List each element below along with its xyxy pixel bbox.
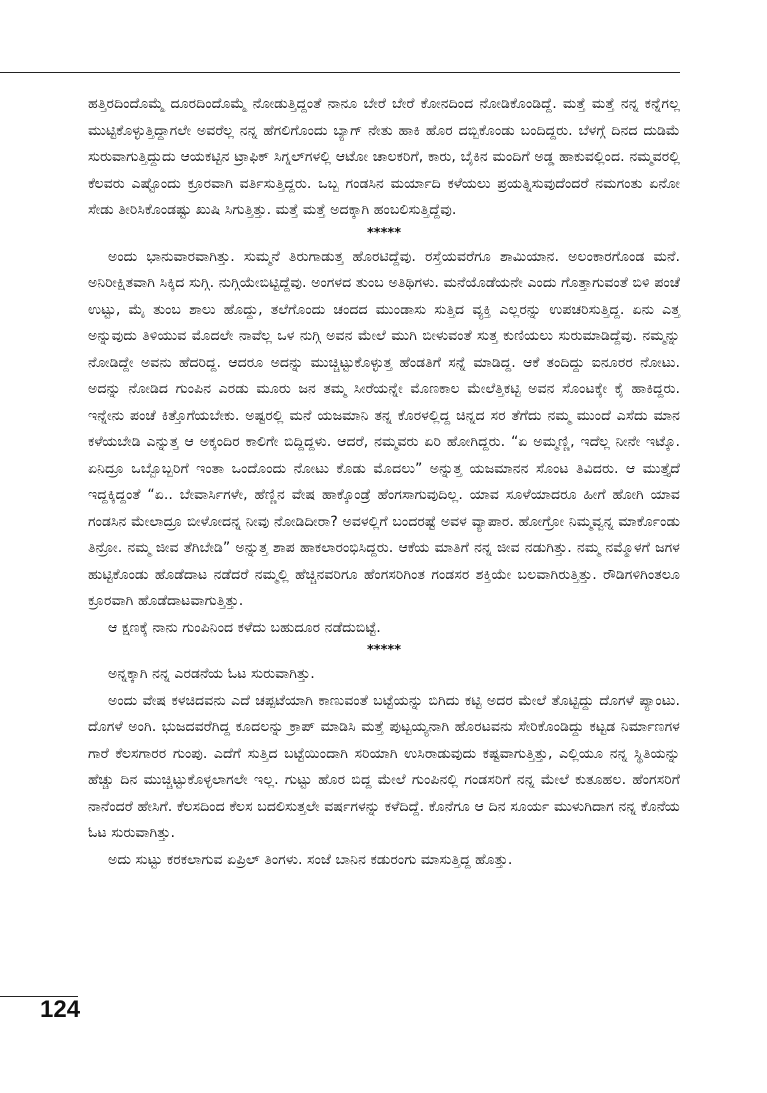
paragraph: ಅನ್ನಕ್ಕಾಗಿ ನನ್ನ ಎರಡನೆಯ ಓಟ ಸುರುವಾಗಿತ್ತು. — [108, 666, 315, 682]
paragraph: ಅಂದು ಭಾನುವಾರವಾಗಿತ್ತು. ಸುಮ್ಮನೆ ತಿರುಗಾಡುತ್ತ ಹೊರಟಿದ್ದೆವು. ರಸ್ತೆಯವರೆಗೂ ಶಾಮಿಯಾನ. ಅಲಂಕಾರಗೊಂಡ ಮನೆ. ಅನಿರೀಕ್ಷಿತವಾಗಿ ಸಿಕ್ಕಿದ ಸುಗ್ಗಿ. ನುಗ್ಗಿಯೇಬಿಟ್ಟಿದ್ದೆವು. ಅಂಗಳದ ತುಂಬ ಅತಿಥಿಗಳು. ಮನೆಯೊಡೆಯನೇ ಎಂದು ಗೊತ್ತಾಗುವಂತೆ ಬಿಳಿ ಪಂಚೆ ಉಟ್ಟು, ಮೈ ತುಂಬ ಶಾಲು ಹೊದ್ದು, ತಲೆಗೊಂದು ಚಂದದ ಮುಂಡಾಸು ಸುತ್ತಿದ ವ್ಯಕ್ತಿ ಎಲ್ಲರನ್ನು ಉಪಚರಿಸುತ್ತಿದ್ದ. ಏನು ಎತ್ತ ಅನ್ನುವುದು ತಿಳಿಯುವ ಮೊದಲೇ ನಾವೆಲ್ಲ ಒಳ ನುಗ್ಗಿ ಅವನ ಮೇಲೆ ಮುಗಿ ಬೀಳುವಂತೆ ಸುತ್ತ ಕುಣಿಯಲು ಸುರುಮಾಡಿದ್ದೆವು. ನಮ್ಮನ್ನು ನೋಡಿದ್ದೇ ಅವನು ಹೆದರಿದ್ದ. ಆದರೂ ಅದನ್ನು ಮುಚ್ಚಿಟ್ಟುಕೊಳ್ಳುತ್ತ ಹೆಂಡತಿಗೆ ಸನ್ನೆ ಮಾಡಿದ್ದ. ಆಕೆ ತಂದಿದ್ದು ಐನೂರರ ನೋಟು. ಅದನ್ನು ನೋಡಿದ ಗುಂಪಿನ ಎರಡು ಮೂರು ಜನ ತಮ್ಮ ಸೀರೆಯನ್ನೇ ಮೊಣಕಾಲ ಮೇಲೆತ್ತಿಕಟ್ಟಿ ಅವನ ಸೊಂಟಕ್ಕೇ ಕೈ ಹಾಕಿದ್ದರು. ಇನ್ನೇನು ಪಂಚೆ ಕಿತ್ತೊಗೆಯಬೇಕು. ಅಷ್ಟರಲ್ಲಿ ಮನೆ ಯಜಮಾನಿ ತನ್ನ ಕೊರಳಲ್ಲಿದ್ದ ಚಿನ್ನದ ಸರ ತೆಗೆದು ನಮ್ಮ ಮುಂದೆ ಎಸೆದು ಮಾನ ಕಳೆಯಬೇಡಿ ಎನ್ನುತ್ತ ಆ ಅಕ್ಕಂದಿರ ಕಾಲಿಗೇ ಬಿದ್ದಿದ್ದಳು. ಆದರೆ, ನಮ್ಮವರು ಏರಿ ಹೋಗಿದ್ದರು. “ಏ ಅಮ್ಮಣ್ಣಿ, ಇದೆಲ್ಲ ನೀನೇ ಇಟ್ಕೊ. ಏನಿದ್ರೂ ಒಬ್ಬೊಬ್ಬರಿಗೆ ಇಂತಾ ಒಂದೊಂದು ನೋಟು ಕೊಡು ಮೊದಲು” ಅನ್ನುತ್ತ ಯಜಮಾನನ ಸೊಂಟ ತಿವಿದರು. ಆ ಮುತ್ತೈದೆ ಇದ್ದಕ್ಕಿದ್ದಂತೆ “ಏ.. ಬೇವಾರ್ಸಿಗಳೇ, ಹೆಣ್ಣಿನ ವೇಷ ಹಾಕ್ಕೊಂಡ್ರೆ ಹೆಂಗಸಾಗುವುದಿಲ್ಲ. ಯಾವ ಸೂಳೆಯಾದರೂ ಹೀಗೆ ಹೋಗಿ ಯಾವ ಗಂಡಸಿನ ಮೇಲಾದ್ರೂ ಬೀಳೋದನ್ನ ನೀವು ನೋಡಿದೀರಾ? ಅವಳಲ್ಲಿಗೆ ಬಂದರಷ್ಟೆ ಅವಳ ವ್ಯಾಪಾರ. ಹೋಗ್ರೋ ನಿಮ್ಮವ್ವನ್ನ ಮಾರ್ಕೊಂಡು ತಿನ್ರೋ. ನಮ್ಮ ಜೀವ ತೆಗಿಬೇಡಿ” ಅನ್ನುತ್ತ ಶಾಪ ಹಾಕಲಾರಂಭಿಸಿದ್ದರು. ಆಕೆಯ ಮಾತಿಗೆ ನನ್ನ ಜೀವ ನಡುಗಿತ್ತು. ನಮ್ಮ ನಮ್ಮೊಳಗೆ ಜಗಳ ಹುಟ್ಟಿಕೊಂಡು ಹೊಡೆದಾಟ ನಡೆದರೆ ನಮ್ಮಲ್ಲಿ ಹೆಚ್ಚಿನವರಿಗೂ ಹೆಂಗಸರಿಗಿಂತ ಗಂಡಸರ ಶಕ್ತಿಯೇ ಬಲವಾಗಿರುತ್ತಿತ್ತು. ರೌಡಿಗಳಿಗಿಂತಲೂ ಕ್ರೂರವಾಗಿ ಹೊಡೆದಾಟವಾಗುತ್ತಿತ್ತು. — [88, 248, 681, 609]
paragraph: ಅಂದು ವೇಷ ಕಳಚಿದವನು ಎದೆ ಚಪ್ಪಟೆಯಾಗಿ ಕಾಣುವಂತೆ ಬಟ್ಟೆಯನ್ನು ಬಿಗಿದು ಕಟ್ಟಿ ಅದರ ಮೇಲೆ ತೊಟ್ಟಿದ್ದು ದೊಗಳೆ ಪ್ಯಾಂಟು. ದೊಗಳೆ ಅಂಗಿ. ಭುಜದವರೆಗಿದ್ದ ಕೂದಲನ್ನು ಕ್ರಾಪ್ ಮಾಡಿಸಿ ಮತ್ತೆ ಪುಟ್ಟಯ್ಯನಾಗಿ ಹೊರಟವನು ಸೇರಿಕೊಂಡಿದ್ದು ಕಟ್ಟಡ ನಿರ್ಮಾಣಗಳ ಗಾರೆ ಕೆಲಸಗಾರರ ಗುಂಪು. ಎದೆಗೆ ಸುತ್ತಿದ ಬಟ್ಟೆಯಿಂದಾಗಿ ಸರಿಯಾಗಿ ಉಸಿರಾಡುವುದು ಕಷ್ಟವಾಗುತ್ತಿತ್ತು, ಎಲ್ಲಿಯೂ ನನ್ನ ಸ್ಥಿತಿಯನ್ನು ಹೆಚ್ಚು ದಿನ ಮುಚ್ಚಿಟ್ಟುಕೊಳ್ಳಲಾಗಲೇ ಇಲ್ಲ. ಗುಟ್ಟು ಹೊರ ಬಿದ್ದ ಮೇಲೆ ಗುಂಪಿನಲ್ಲಿ ಗಂಡಸರಿಗೆ ನನ್ನ ಮೇಲೆ ಕುತೂಹಲ. ಹೆಂಗಸರಿಗೆ ನಾನೆಂದರೆ ಹೇಸಿಗೆ. ಕೆಲಸದಿಂದ ಕೆಲಸ ಬದಲಿಸುತ್ತಲೇ ವರ್ಷಗಳನ್ನು ಕಳೆದಿದ್ದೆ. ಕೊನೆಗೂ ಆ ದಿನ ಸೂರ್ಯ ಮುಳುಗಿದಾಗ ನನ್ನ ಕೊನೆಯ ಓಟ ಸುರುವಾಗಿತ್ತು. — [88, 692, 680, 841]
section-separator: ***** — [367, 225, 401, 241]
paragraph: ಹತ್ತಿರದಿಂದೊಮ್ಮೆ ದೂರದಿಂದೊಮ್ಮೆ ನೋಡುತ್ತಿದ್ದಂತೆ ನಾನೂ ಬೇರೆ ಬೇರೆ ಕೋನದಿಂದ ನೋಡಿಕೊಂಡಿದ್ದೆ. ಮತ್ತೆ ಮತ್ತೆ ನನ್ನ ಕನ್ನೆಗಲ್ಲ ಮುಟ್ಟಿಕೊಳ್ಳುತ್ತಿದ್ದಾಗಲೇ ಅವರೆಲ್ಲ ನನ್ನ ಹೆಗಲಿಗೊಂದು ಬ್ಯಾಗ್ ನೇತು ಹಾಕಿ ಹೊರ ದಬ್ಬಿಕೊಂಡು ಬಂದಿದ್ದರು. ಬೆಳಗ್ಗೆ ದಿನದ ದುಡಿಮೆ ಸುರುವಾಗುತ್ತಿದ್ದುದು ಆಯಕಟ್ಟಿನ ಟ್ರಾಫಿಕ್ ಸಿಗ್ನಲ್‌ಗಳಲ್ಲಿ ಆಟೋ ಚಾಲಕರಿಗೆ, ಕಾರು, ಬೈಕಿನ ಮಂದಿಗೆ ಅಡ್ಡ ಹಾಕುವಲ್ಲಿಂದ. ನಮ್ಮವರಲ್ಲಿ ಕೆಲವರು ಎಷ್ಟೊಂದು ಕ್ರೂರವಾಗಿ ವರ್ತಿಸುತ್ತಿದ್ದರು. ಒಬ್ಬ ಗಂಡಸಿನ ಮರ್ಯಾದಿ ಕಳೆಯಲು ಪ್ರಯತ್ನಿಸುವುದೆಂದರೆ ನಮಗಂತು ಏನೋ ಸೇಡು ತೀರಿಸಿಕೊಂಡಷ್ಟು ಖುಷಿ ಸಿಗುತ್ತಿತ್ತು. ಮತ್ತೆ ಮತ್ತೆ ಅದಕ್ಕಾಗಿ ಹಂಬಲಿಸುತ್ತಿದ್ದೆವು. — [88, 96, 680, 218]
section-separator: ***** — [367, 643, 401, 658]
page-number: 124 — [40, 996, 81, 1023]
page-body — [88, 91, 680, 873]
paragraph: ಅದು ಸುಟ್ಟು ಕರಕಲಾಗುವ ಏಪ್ರಿಲ್ ತಿಂಗಳು. ಸಂಜೆ ಬಾನಿನ ಕಡುರಂಗು ಮಾಸುತ್ತಿದ್ದ ಹೊತ್ತು. — [108, 851, 513, 868]
top-rule — [0, 72, 680, 73]
paragraph: ಆ ಕ್ಷಣಕ್ಕೆ ನಾನು ಗುಂಪಿನಿಂದ ಕಳೆದು ಬಹುದೂರ ನಡೆದುಬಿಟ್ಟೆ. — [108, 619, 381, 636]
